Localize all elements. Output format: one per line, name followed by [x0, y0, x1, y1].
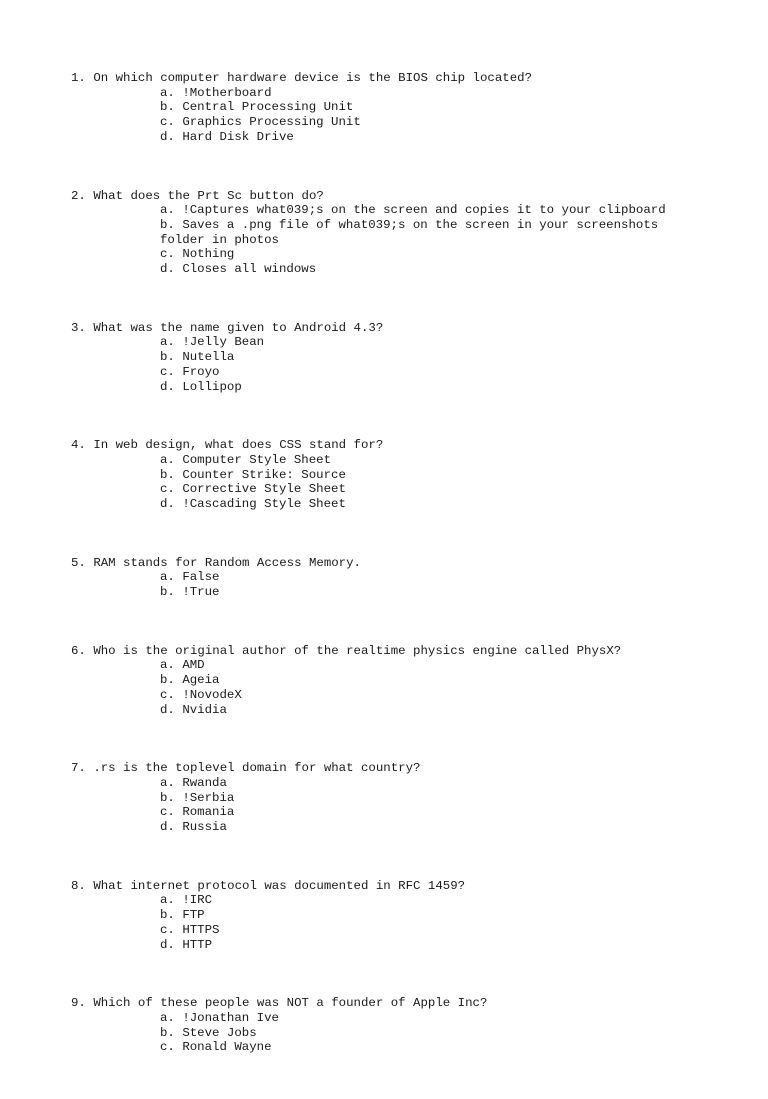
- option-letter: b.: [160, 100, 175, 115]
- option-letter: b.: [160, 790, 175, 805]
- question-1: [71, 71, 691, 145]
- question-number: 5.: [71, 555, 86, 570]
- option-letter: a.: [160, 85, 175, 100]
- question-text: RAM stands for Random Access Memory.: [93, 555, 361, 570]
- answer-option: [71, 688, 691, 703]
- answer-option: [71, 262, 691, 277]
- question-text: What does the Prt Sc button do?: [93, 188, 324, 203]
- answer-option: [71, 673, 691, 688]
- answer-options: [71, 776, 691, 835]
- question-text: What internet protocol was documented in RFC 1459?: [93, 878, 466, 893]
- question-line: [71, 644, 691, 659]
- question-5: [71, 556, 691, 600]
- option-letter: b.: [160, 673, 175, 688]
- answer-option: [71, 130, 691, 145]
- option-letter: a.: [160, 570, 175, 585]
- answer-options: [71, 1011, 691, 1055]
- question-number: 7.: [71, 761, 86, 776]
- answer-option: [71, 1040, 691, 1055]
- answer-option: [71, 893, 691, 908]
- option-text: !Jelly Bean: [182, 335, 265, 350]
- option-letter: b.: [160, 585, 175, 600]
- option-letter: d.: [160, 702, 175, 717]
- answer-options: [71, 658, 691, 717]
- option-letter: c.: [160, 115, 175, 130]
- question-text: On which computer hardware device is the BIOS chip located?: [93, 71, 533, 85]
- answer-options: [71, 203, 691, 277]
- option-text: Closes all windows: [182, 262, 317, 276]
- question-9: [71, 996, 691, 1055]
- option-letter: b.: [160, 467, 175, 482]
- question-number: 9.: [71, 996, 86, 1011]
- answer-option: [71, 805, 691, 820]
- option-text: False: [182, 570, 220, 585]
- option-text: Central Processing Unit: [182, 100, 354, 115]
- option-text: Nutella: [182, 350, 235, 365]
- question-4: [71, 438, 691, 512]
- option-letter: a.: [160, 893, 175, 908]
- answer-options: [71, 453, 691, 512]
- option-text: !Serbia: [182, 790, 235, 805]
- option-text: HTTP: [182, 937, 213, 952]
- option-text: !Motherboard: [182, 85, 272, 100]
- option-text: Corrective Style Sheet: [182, 482, 346, 497]
- question-line: [71, 761, 691, 776]
- option-text: Counter Strike: Source: [182, 467, 346, 482]
- answer-option: [71, 938, 691, 953]
- option-text: Lollipop: [182, 379, 242, 394]
- option-text: !Captures what039;s on the screen and copies it to your clipboard: [182, 203, 666, 218]
- question-text: In web design, what does CSS stand for?: [93, 438, 384, 453]
- question-3: [71, 321, 691, 395]
- answer-option: [71, 115, 691, 130]
- option-text: Nvidia: [182, 702, 227, 717]
- option-text: Nothing: [182, 247, 235, 262]
- option-text: Ageia: [182, 673, 220, 688]
- option-letter: b.: [160, 1025, 175, 1040]
- question-number: 8.: [71, 878, 86, 893]
- answer-option: [71, 658, 691, 673]
- question-number: 1.: [71, 71, 86, 85]
- option-letter: d.: [160, 937, 175, 952]
- option-letter: d.: [160, 497, 175, 511]
- answer-option: [71, 908, 691, 923]
- option-text: !Cascading Style Sheet: [182, 497, 346, 511]
- question-number: 3.: [71, 320, 86, 335]
- option-text: Rwanda: [182, 775, 227, 790]
- answer-option: [71, 453, 691, 468]
- answer-option: [71, 791, 691, 806]
- option-letter: a.: [160, 335, 175, 350]
- option-text: Russia: [182, 820, 227, 835]
- answer-option: [71, 585, 691, 600]
- option-letter: b.: [160, 217, 175, 232]
- option-text: Graphics Processing Unit: [182, 115, 361, 130]
- option-letter: a.: [160, 1010, 175, 1025]
- question-2: [71, 189, 691, 277]
- question-number: 4.: [71, 438, 86, 453]
- answer-option: [71, 497, 691, 512]
- question-number: 6.: [71, 643, 86, 658]
- answer-option: [71, 350, 691, 365]
- answer-option: [71, 100, 691, 115]
- option-text: Saves a .png file of what039;s on the screen in your screenshots folder in photos: [160, 217, 666, 247]
- question-7: [71, 761, 691, 835]
- quiz-list: [71, 71, 691, 1099]
- option-letter: d.: [160, 379, 175, 394]
- answer-option: [71, 335, 691, 350]
- option-letter: c.: [160, 482, 175, 497]
- option-text: Steve Jobs: [182, 1025, 257, 1040]
- option-letter: c.: [160, 687, 175, 702]
- answer-option: [71, 380, 691, 395]
- option-text: Hard Disk Drive: [182, 129, 294, 144]
- answer-option: [71, 820, 691, 835]
- question-text: .rs is the toplevel domain for what country?: [93, 761, 421, 776]
- answer-option: [71, 203, 691, 218]
- option-letter: a.: [160, 452, 175, 467]
- option-letter: a.: [160, 775, 175, 790]
- option-letter: d.: [160, 820, 175, 835]
- option-letter: a.: [160, 203, 175, 218]
- option-text: !IRC: [182, 893, 213, 908]
- option-text: Romania: [182, 805, 235, 820]
- answer-option: [71, 776, 691, 791]
- question-6: [71, 644, 691, 718]
- answer-option: [71, 86, 691, 101]
- option-text: Computer Style Sheet: [182, 452, 332, 467]
- question-line: [71, 996, 691, 1011]
- question-text: Which of these people was NOT a founder of Apple Inc?: [93, 996, 488, 1011]
- answer-option: [71, 365, 691, 380]
- option-letter: c.: [160, 364, 175, 379]
- answer-option: [71, 1026, 691, 1041]
- question-line: [71, 189, 691, 204]
- option-text: !NovodeX: [182, 687, 242, 702]
- option-letter: c.: [160, 1040, 175, 1055]
- question-text: Who is the original author of the realtime physics engine called PhysX?: [93, 643, 622, 658]
- answer-options: [71, 335, 691, 394]
- question-text: What was the name given to Android 4.3?: [93, 320, 384, 335]
- option-letter: a.: [160, 658, 175, 673]
- answer-option: [71, 703, 691, 718]
- question-line: [71, 879, 691, 894]
- answer-options: [71, 570, 691, 599]
- option-letter: b.: [160, 350, 175, 365]
- question-line: [71, 71, 691, 86]
- answer-option: [71, 468, 691, 483]
- answer-option: [71, 482, 691, 497]
- option-letter: d.: [160, 129, 175, 144]
- question-8: [71, 879, 691, 953]
- option-letter: c.: [160, 805, 175, 820]
- option-letter: d.: [160, 262, 175, 276]
- option-text: AMD: [182, 658, 205, 673]
- option-text: FTP: [182, 908, 205, 923]
- question-line: [71, 556, 691, 571]
- option-letter: c.: [160, 247, 175, 262]
- answer-option: [71, 247, 691, 262]
- answer-option: [71, 570, 691, 585]
- option-text: Froyo: [182, 364, 220, 379]
- question-line: [71, 321, 691, 336]
- option-letter: c.: [160, 922, 175, 937]
- option-text: HTTPS: [182, 922, 220, 937]
- question-number: 2.: [71, 188, 86, 203]
- option-text: Ronald Wayne: [182, 1040, 272, 1055]
- answer-option: [71, 218, 691, 247]
- question-line: [71, 438, 691, 453]
- answer-option: [71, 1011, 691, 1026]
- answer-option: [71, 923, 691, 938]
- option-letter: b.: [160, 908, 175, 923]
- answer-options: [71, 893, 691, 952]
- answer-options: [71, 86, 691, 145]
- option-text: !Jonathan Ive: [182, 1010, 279, 1025]
- option-text: !True: [182, 585, 220, 600]
